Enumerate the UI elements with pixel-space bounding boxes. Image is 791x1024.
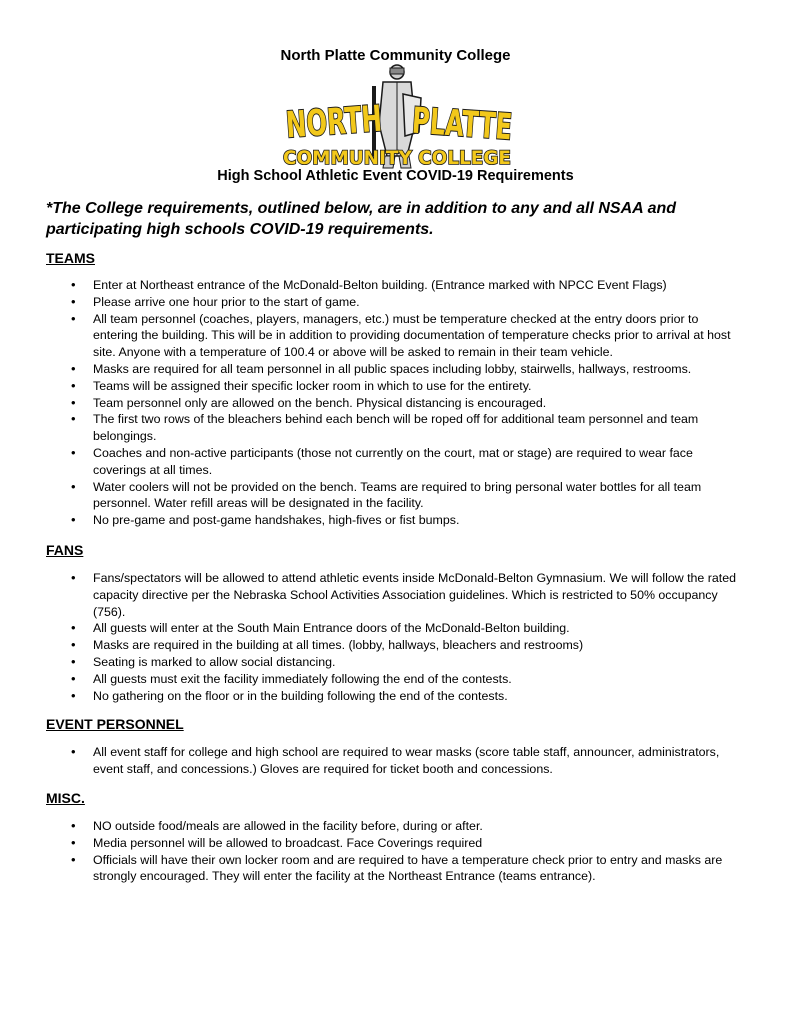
npcc-logo <box>279 64 563 170</box>
logo-word-north: NORTH <box>284 95 429 147</box>
document-title: High School Athletic Event COVID-19 Requirements <box>217 168 574 184</box>
section-heading-fans: FANS <box>46 542 84 558</box>
section-heading-misc: MISC. <box>46 790 85 806</box>
intro-statement: *The College requirements, outlined below, are in addition to any and all NSAA and participating high schools COVID-19 requirements. <box>46 200 677 238</box>
list-item: • Fans/spectators will be allowed to attend athletic events inside McDonald-Belton Gymnasium. We will follow the rated capacity directive per the Nebraska School Activities Association guidelines. Which is restricted to 50% occupancy (756). <box>46 570 746 620</box>
list-item: • All guests must exit the facility immediately following the end of the contests. <box>46 671 746 688</box>
list-item: • Enter at Northeast entrance of the McDonald-Belton building. (Entrance marked with NPCC Event Flags) <box>46 277 746 294</box>
fans-list <box>46 570 746 704</box>
list-item: • Masks are required for all team personnel in all public spaces including lobby, stairwells, hallways, restrooms. <box>46 361 746 378</box>
event-personnel-list <box>46 744 746 778</box>
list-item: • All team personnel (coaches, players, managers, etc.) must be temperature checked at the entry doors prior to entering the building. This will be in addition to providing documentation of temperature checks prior to arrival at host site. Anyone with a temperature of 100.4 or above will be asked to remain in their team vehicle. <box>46 311 746 361</box>
list-item: • Seating is marked to allow social distancing. <box>46 654 746 671</box>
list-item: • No pre-game and post-game handshakes, high-fives or fist bumps. <box>46 512 746 529</box>
list-item: • Officials will have their own locker room and are required to have a temperature check prior to entry and masks are strongly encouraged. They will enter the facility at the Northeast Entrance (teams entrance). <box>46 852 746 886</box>
logo-word-platte: PLATTE <box>410 100 563 152</box>
list-item: • Teams will be assigned their specific locker room in which to use for the entirety. <box>46 378 746 395</box>
section-heading-event-personnel: EVENT PERSONNEL <box>46 716 184 732</box>
list-item: • The first two rows of the bleachers behind each bench will be roped off for additional team personnel and team belongings. <box>46 411 746 445</box>
college-name: North Platte Community College <box>280 47 511 64</box>
list-item: • All event staff for college and high school are required to wear masks (score table staff, announcer, administrators, event staff, and concessions.) Gloves are required for ticket booth and concessions. <box>46 744 746 778</box>
list-item: • Masks are required in the building at all times. (lobby, hallways, bleachers and restrooms) <box>46 637 746 654</box>
list-item: • Coaches and non-active participants (those not currently on the court, mat or stage) are required to wear face coverings at all times. <box>46 445 746 479</box>
list-item: • All guests will enter at the South Main Entrance doors of the McDonald-Belton building. <box>46 620 746 637</box>
list-item: • Team personnel only are allowed on the bench. Physical distancing is encouraged. <box>46 395 746 412</box>
teams-list <box>46 277 746 529</box>
list-item: • Please arrive one hour prior to the start of game. <box>46 294 746 311</box>
list-item: • No gathering on the floor or in the building following the end of the contests. <box>46 688 746 705</box>
list-item: • Water coolers will not be provided on the bench. Teams are required to bring personal water bottles for all team personnel. Water refill areas will be designated in the facility. <box>46 479 746 513</box>
logo-word-community-college: COMMUNITY COLLEGE <box>283 147 511 169</box>
misc-list <box>46 818 746 885</box>
section-heading-teams: TEAMS <box>46 250 95 266</box>
list-item: • Media personnel will be allowed to broadcast. Face Coverings required <box>46 835 746 852</box>
list-item: • NO outside food/meals are allowed in the facility before, during or after. <box>46 818 746 835</box>
